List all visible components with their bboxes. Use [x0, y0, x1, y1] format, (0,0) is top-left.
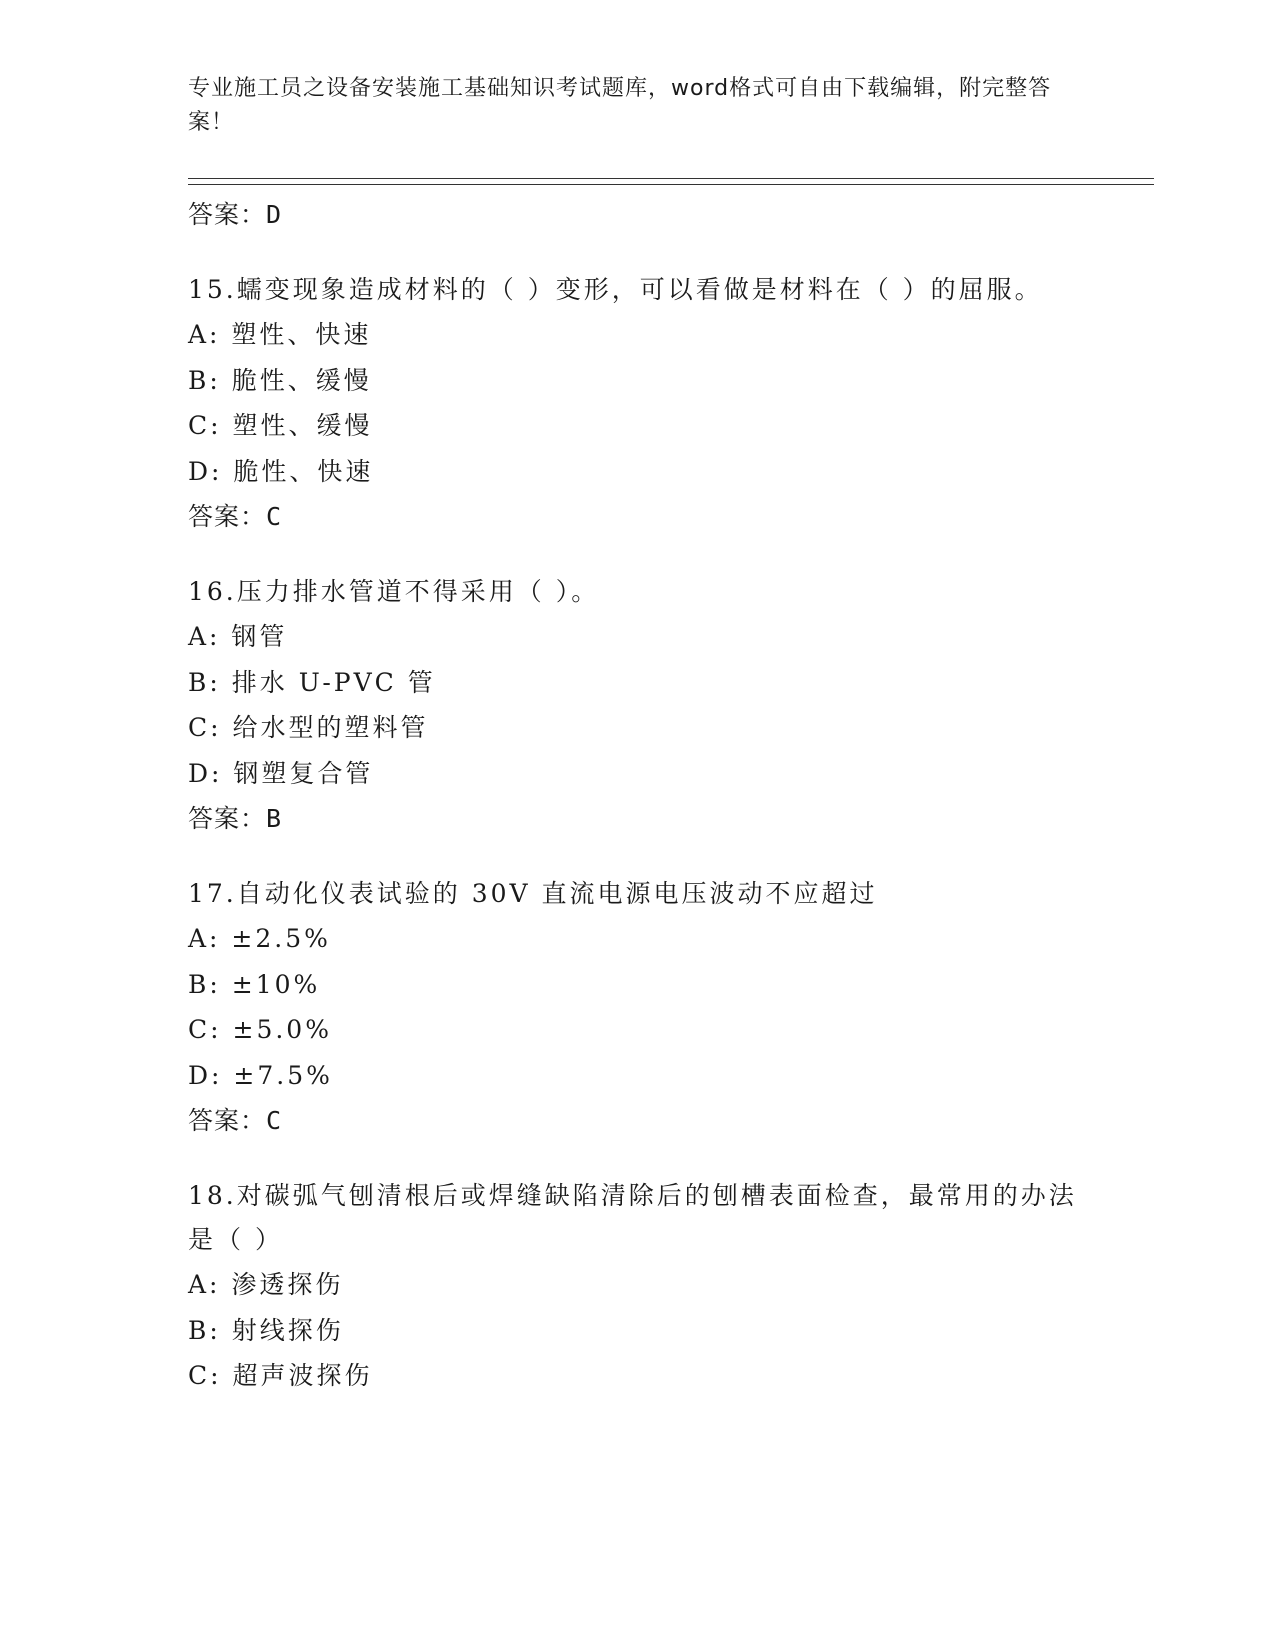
answer-line: 答案：D [188, 200, 283, 229]
option-d: D: 钢塑复合管 [188, 758, 374, 788]
question-text: 18.对碳弧气刨清根后或焊缝缺陷清除后的刨槽表面检查，最常用的办法是（ ） [188, 1181, 1077, 1254]
option-b: B: ±10% [188, 969, 321, 999]
option-c: C: 给水型的塑料管 [188, 713, 429, 742]
option-a: A: 钢管 [188, 622, 288, 651]
question-item [188, 268, 1088, 540]
answer-line: 答案：C [188, 502, 283, 531]
document-header: 专业施工员之设备安装施工基础知识考试题库，word格式可自由下载编辑，附完整答案！ [188, 76, 1052, 135]
answer-line: 答案：C [188, 1106, 283, 1135]
option-c: C: 超声波探伤 [188, 1361, 373, 1390]
answer-line: 答案：B [188, 804, 283, 833]
header-divider-top [188, 178, 1154, 179]
question-text: 17.自动化仪表试验的 30V 直流电源电压波动不应超过 [188, 879, 878, 908]
question-item [188, 872, 1088, 1144]
question-text: 16.压力排水管道不得采用（ ）。 [188, 577, 600, 606]
header-divider-bottom [188, 184, 1154, 185]
question-item [188, 570, 1088, 842]
option-d: D: ±7.5% [188, 1060, 333, 1090]
option-b: B: 脆性、缓慢 [188, 365, 372, 395]
question-text: 15.蠕变现象造成材料的（ ）变形，可以看做是材料在（ ）的屈服。 [188, 275, 1043, 304]
option-c: C: ±5.0% [188, 1015, 332, 1044]
option-b: B: 射线探伤 [188, 1315, 344, 1345]
option-c: C: 塑性、缓慢 [188, 411, 373, 440]
option-a: A: 渗透探伤 [188, 1270, 344, 1299]
question-list [188, 192, 1088, 1429]
option-b: B: 排水 U-PVC 管 [188, 667, 436, 697]
question-item [188, 1174, 1088, 1399]
option-d: D: 脆性、快速 [188, 456, 374, 486]
option-a: A: 塑性、快速 [188, 320, 372, 349]
option-a: A: ±2.5% [188, 924, 331, 953]
